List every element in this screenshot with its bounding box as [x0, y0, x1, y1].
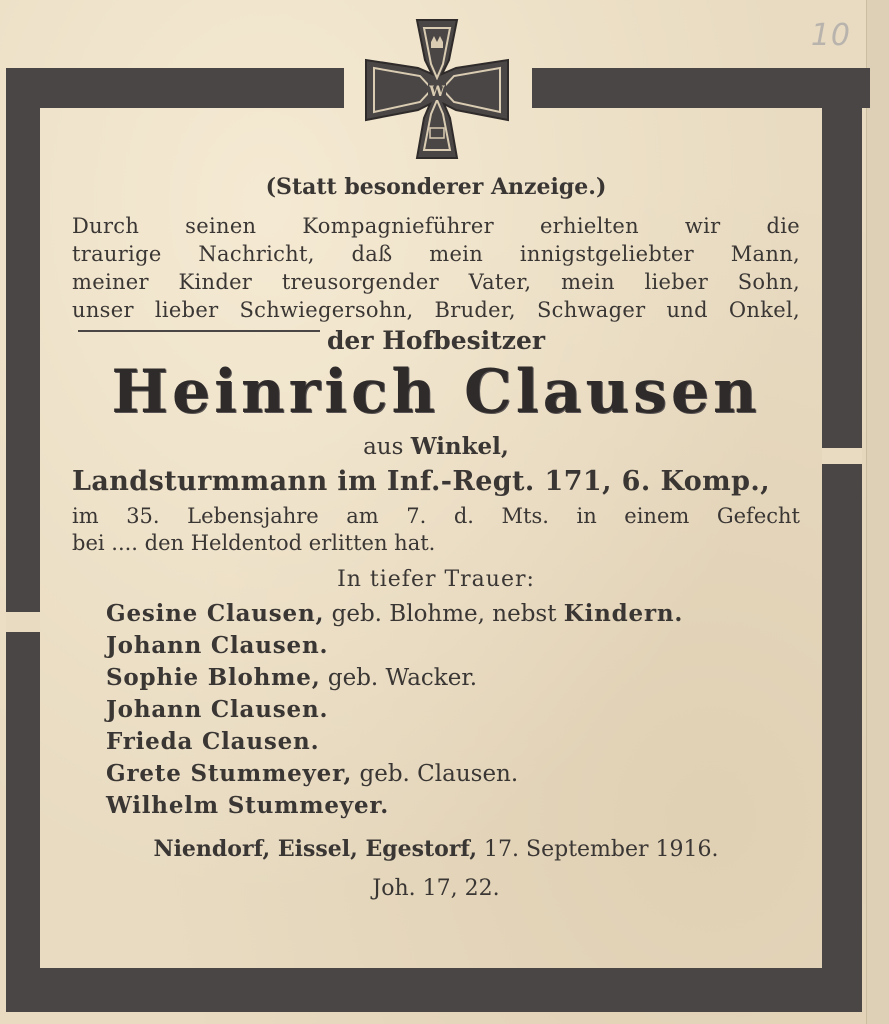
death-line: im 35. Lebensjahre am 7. d. Mts. in einem Gefecht	[72, 504, 800, 528]
death-notice	[72, 503, 800, 557]
border-top-left	[6, 68, 344, 108]
mourner-name: Grete Stummeyer,	[106, 760, 353, 787]
mourner-name: Wilhelm Stummeyer.	[106, 792, 390, 819]
mourner-entry	[106, 758, 800, 790]
border-left-break	[6, 612, 40, 632]
mourner-extra: Kindern.	[563, 600, 684, 627]
mourner-note: geb. Blohme, nebst	[331, 601, 557, 627]
mourner-entry	[106, 694, 800, 726]
mourner-note: geb. Wacker.	[327, 665, 478, 691]
mourner-name: Johann Clausen.	[106, 696, 329, 723]
svg-text:W: W	[429, 84, 445, 100]
intro-line: Durch seinen Kompagnieführer erhielten wir die	[72, 214, 800, 238]
mourner-entry	[106, 630, 800, 662]
mourner-entry	[106, 598, 800, 630]
mourner-name: Johann Clausen.	[106, 632, 329, 659]
military-rank: Landsturmmann im Inf.-Regt. 171, 6. Komp.,	[72, 466, 770, 497]
mourner-name: Gesine Clausen,	[106, 600, 325, 627]
intro-paragraph	[72, 212, 800, 324]
death-line: bei .... den Heldentod erlitten hat.	[72, 531, 436, 555]
notice-date: 17. September 1916.	[484, 837, 719, 862]
intro-line: meiner Kinder treusorgender Vater, mein lieber Sohn,	[72, 270, 800, 294]
obituary-text	[72, 170, 800, 901]
mourners-list	[106, 598, 800, 822]
place-names: Niendorf, Eissel, Egestorf,	[153, 836, 478, 862]
page-edge	[866, 0, 889, 1024]
origin-prefix: aus	[363, 434, 404, 460]
mourning-label: In tiefer Trauer:	[337, 567, 535, 592]
pencil-page-number: 10	[810, 18, 851, 53]
mourner-entry	[106, 790, 800, 822]
intro-line: unser lieber Schwiegersohn, Bruder, Schwager und Onkel,	[72, 298, 800, 322]
mourner-entry	[106, 726, 800, 758]
border-bottom	[6, 968, 862, 1012]
border-left	[6, 108, 40, 972]
mourner-name: Sophie Blohme,	[106, 664, 321, 691]
deceased-name: Heinrich Clausen	[111, 357, 761, 427]
announcement-header: (Statt besonderer Anzeige.)	[265, 174, 607, 200]
deceased-origin	[72, 433, 800, 460]
intro-line: traurige Nachricht, daß mein innigstgeliebter Mann,	[72, 242, 800, 266]
border-right-break	[822, 448, 862, 464]
border-right	[822, 108, 862, 972]
deceased-occupation: der Hofbesitzer	[326, 326, 546, 355]
mourner-note: geb. Clausen.	[359, 761, 519, 787]
iron-cross-icon	[362, 16, 512, 162]
border-top-right	[532, 68, 870, 108]
mourner-entry	[106, 662, 800, 694]
bible-verse: Joh. 17, 22.	[372, 876, 500, 901]
place-date-line	[72, 836, 800, 862]
mourner-name: Frieda Clausen.	[106, 728, 320, 755]
origin-place: Winkel,	[410, 433, 509, 460]
